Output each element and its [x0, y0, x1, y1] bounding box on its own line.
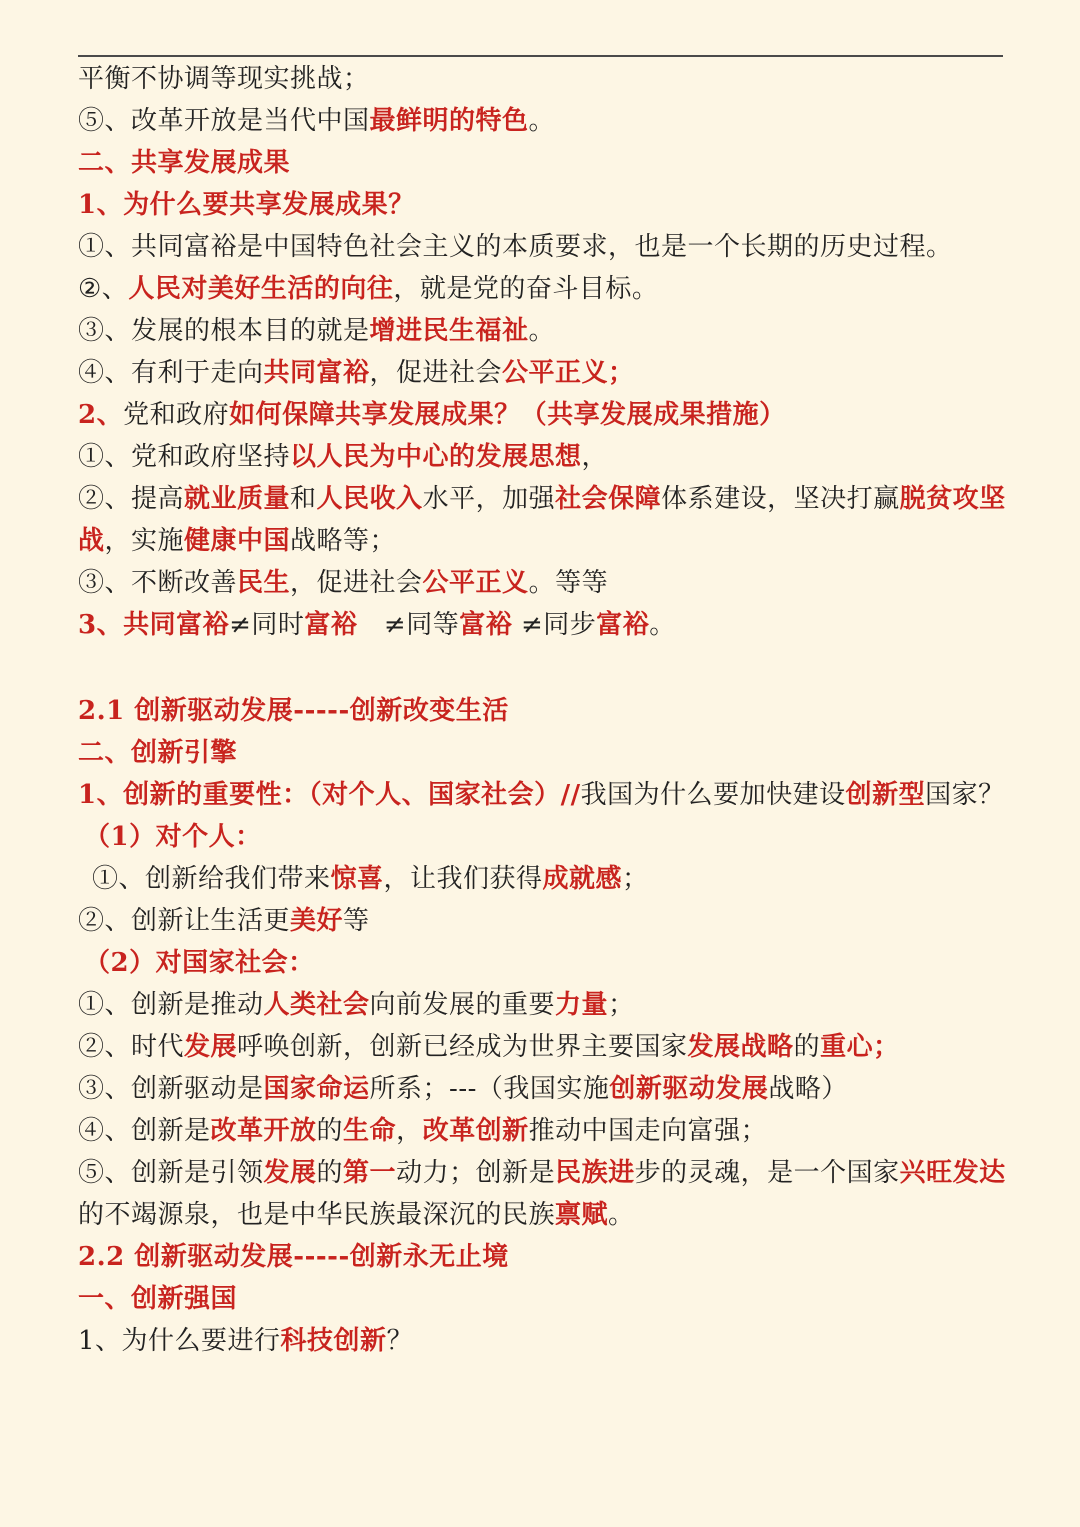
highlight-text: 禀赋	[555, 1200, 609, 1230]
text-line	[78, 1152, 1013, 1236]
body-text: ③、创新驱动是	[78, 1074, 264, 1104]
text-line	[78, 184, 1013, 226]
highlight-text: 创新型	[845, 780, 926, 810]
text-line	[78, 604, 1013, 646]
highlight-text: 民生	[237, 568, 291, 598]
body-text: ④、有利于走向	[78, 358, 264, 388]
top-rule	[78, 55, 1003, 57]
body-text: 所系；---（我国实施	[369, 1074, 610, 1104]
body-text: ①、创新给我们带来	[92, 864, 331, 894]
body-text: 和	[290, 484, 317, 514]
highlight-text: 二、创新引擎	[78, 738, 238, 768]
highlight-text: 改革创新	[422, 1116, 529, 1146]
text-line	[78, 268, 1013, 310]
text-line	[78, 142, 1013, 184]
body-text: ③、不断改善	[78, 568, 238, 598]
text-line	[78, 562, 1013, 604]
highlight-text: 社会保障	[555, 484, 662, 514]
body-text: 的	[793, 1032, 821, 1062]
text-line	[78, 774, 1013, 816]
highlight-text: 1、为什么要共享发展成果？	[78, 190, 415, 220]
highlight-text: 一、创新强国	[78, 1284, 238, 1314]
highlight-text: 最鲜明的特色	[369, 106, 529, 136]
highlight-text: 2.1 创新驱动发展-----创新改变生活	[78, 696, 509, 726]
highlight-text: 惊喜	[330, 864, 384, 894]
text-line	[78, 1278, 1013, 1320]
highlight-text: 共同富裕	[263, 358, 370, 388]
body-text: 向前发展的重要	[369, 990, 556, 1020]
highlight-text: （1）对个人：	[84, 822, 262, 852]
body-text: ③、发展的根本目的就是	[78, 316, 370, 346]
body-text: ≠同步	[512, 610, 597, 640]
text-line	[78, 58, 1013, 100]
body-text: ②、提高	[78, 484, 185, 514]
highlight-text: 二、共享发展成果	[78, 148, 291, 178]
body-text: 。	[649, 610, 676, 640]
highlight-text: 以人民为中心的发展思想	[290, 442, 582, 472]
highlight-text: 力量	[555, 990, 609, 1020]
highlight-text: 1、创新的重要性：（对个人、国家社会）//	[78, 780, 581, 810]
highlight-text: 第一	[343, 1158, 397, 1188]
highlight-text: 兴旺发达	[899, 1158, 1006, 1188]
highlight-text: 富裕	[459, 610, 513, 640]
text-line	[78, 226, 1013, 268]
body-text: 水平，加强	[422, 484, 556, 514]
highlight-text: 创新驱动发展	[609, 1074, 769, 1104]
body-text: ；	[608, 990, 635, 1020]
highlight-text: 健康中国	[184, 526, 291, 556]
body-text: ，	[581, 442, 609, 472]
highlight-text: 改革开放	[210, 1116, 317, 1146]
highlight-text: 3、共同富裕	[78, 610, 230, 640]
highlight-text: （2）对国家社会：	[84, 948, 315, 978]
text-line	[78, 1320, 1013, 1362]
body-text: 推动中国走向富强；	[528, 1116, 768, 1146]
body-text: ，让我们获得	[383, 864, 543, 894]
body-text: 。等等	[528, 568, 609, 598]
body-text: ，	[396, 1116, 423, 1146]
text-line	[78, 1068, 1013, 1110]
highlight-text: 生命	[343, 1116, 397, 1146]
body-text: 的不竭源泉，也是中华民族最深沉的民族	[78, 1200, 556, 1230]
body-text: ，促进社会	[369, 358, 503, 388]
body-text: ；	[622, 864, 649, 894]
text-line	[78, 1026, 1013, 1068]
text-line	[78, 436, 1013, 478]
highlight-text: 增进民生福祉	[369, 316, 529, 346]
text-line	[78, 1110, 1013, 1152]
text-line	[78, 732, 1013, 774]
text-line	[78, 984, 1013, 1026]
highlight-text: 美好	[290, 906, 344, 936]
body-text: 。	[528, 316, 556, 346]
text-line	[78, 858, 1013, 900]
body-text: 。	[528, 106, 556, 136]
body-text: ②、	[78, 274, 129, 304]
highlight-text: 脱贫攻坚战	[78, 484, 1006, 556]
body-text: 体系建设，坚决打赢	[661, 484, 900, 514]
body-text: 的	[316, 1116, 344, 1146]
body-text: ，就是党的奋斗目标。	[393, 274, 659, 304]
body-text: 呼唤创新，创新已经成为世界主要国家	[237, 1032, 688, 1062]
highlight-text: 发展战略	[687, 1032, 794, 1062]
highlight-text: 发展	[184, 1032, 238, 1062]
text-line	[78, 478, 1013, 562]
blank-line	[78, 646, 1013, 690]
body-text: ，实施	[104, 526, 185, 556]
body-text: ≠同时	[229, 610, 305, 640]
highlight-text: 如何保障共享发展成果？（共享发展成果措施）	[229, 400, 786, 430]
body-text: ④、创新是	[78, 1116, 211, 1146]
highlight-text: 人民收入	[316, 484, 423, 514]
body-text: ①、共同富裕是中国特色社会主义的本质要求，也是一个长期的历史过程。	[78, 232, 953, 262]
body-text: ①、党和政府坚持	[78, 442, 291, 472]
highlight-text: 公平正义；	[502, 358, 635, 388]
text-line	[78, 1236, 1013, 1278]
body-text: ⑤、改革开放是当代中国	[78, 106, 370, 136]
highlight-text: 2.2 创新驱动发展-----创新永无止境	[78, 1242, 509, 1272]
highlight-text: 人类社会	[263, 990, 370, 1020]
highlight-text: 富裕	[304, 610, 358, 640]
body-text: 我国为什么要加快建设	[580, 780, 846, 810]
body-text: ②、时代	[78, 1032, 185, 1062]
highlight-text: 2、	[78, 400, 124, 430]
body-text: 动力；创新是	[396, 1158, 556, 1188]
text-line	[78, 690, 1013, 732]
body-text: 。	[608, 1200, 635, 1230]
highlight-text: 就业质量	[184, 484, 291, 514]
highlight-text: 科技创新	[280, 1326, 387, 1356]
highlight-text: 国家命运	[263, 1074, 370, 1104]
highlight-text: 成就感	[542, 864, 623, 894]
body-text: ②、创新让生活更	[78, 906, 291, 936]
body-text: 平衡不协调等现实挑战；	[78, 64, 370, 94]
body-text: ，促进社会	[290, 568, 423, 598]
body-text: 等	[343, 906, 370, 936]
body-text: 党和政府	[123, 400, 230, 430]
body-text: ①、创新是推动	[78, 990, 264, 1020]
text-line	[78, 352, 1013, 394]
text-line	[78, 394, 1013, 436]
body-text: 战略等；	[290, 526, 397, 556]
body-text: ⑤、创新是引领	[78, 1158, 264, 1188]
text-line	[78, 900, 1013, 942]
body-text: ≠同等	[357, 610, 460, 640]
text-line	[78, 310, 1013, 352]
highlight-text: 人民对美好生活的向往	[128, 274, 394, 304]
highlight-text: 公平正义	[422, 568, 529, 598]
highlight-text: 重心；	[820, 1032, 900, 1062]
document-body	[78, 58, 1013, 1362]
text-line	[78, 100, 1013, 142]
body-text: 1、为什么要进行	[78, 1326, 281, 1356]
body-text: 的	[316, 1158, 344, 1188]
highlight-text: 民族进	[555, 1158, 635, 1188]
body-text: 国家？	[925, 780, 1005, 810]
body-text: 战略）	[768, 1074, 848, 1104]
body-text: 步的灵魂，是一个国家	[634, 1158, 900, 1188]
text-line	[78, 942, 1013, 984]
text-line	[78, 816, 1013, 858]
body-text: ？	[386, 1326, 414, 1356]
highlight-text: 发展	[263, 1158, 317, 1188]
highlight-text: 富裕	[596, 610, 650, 640]
